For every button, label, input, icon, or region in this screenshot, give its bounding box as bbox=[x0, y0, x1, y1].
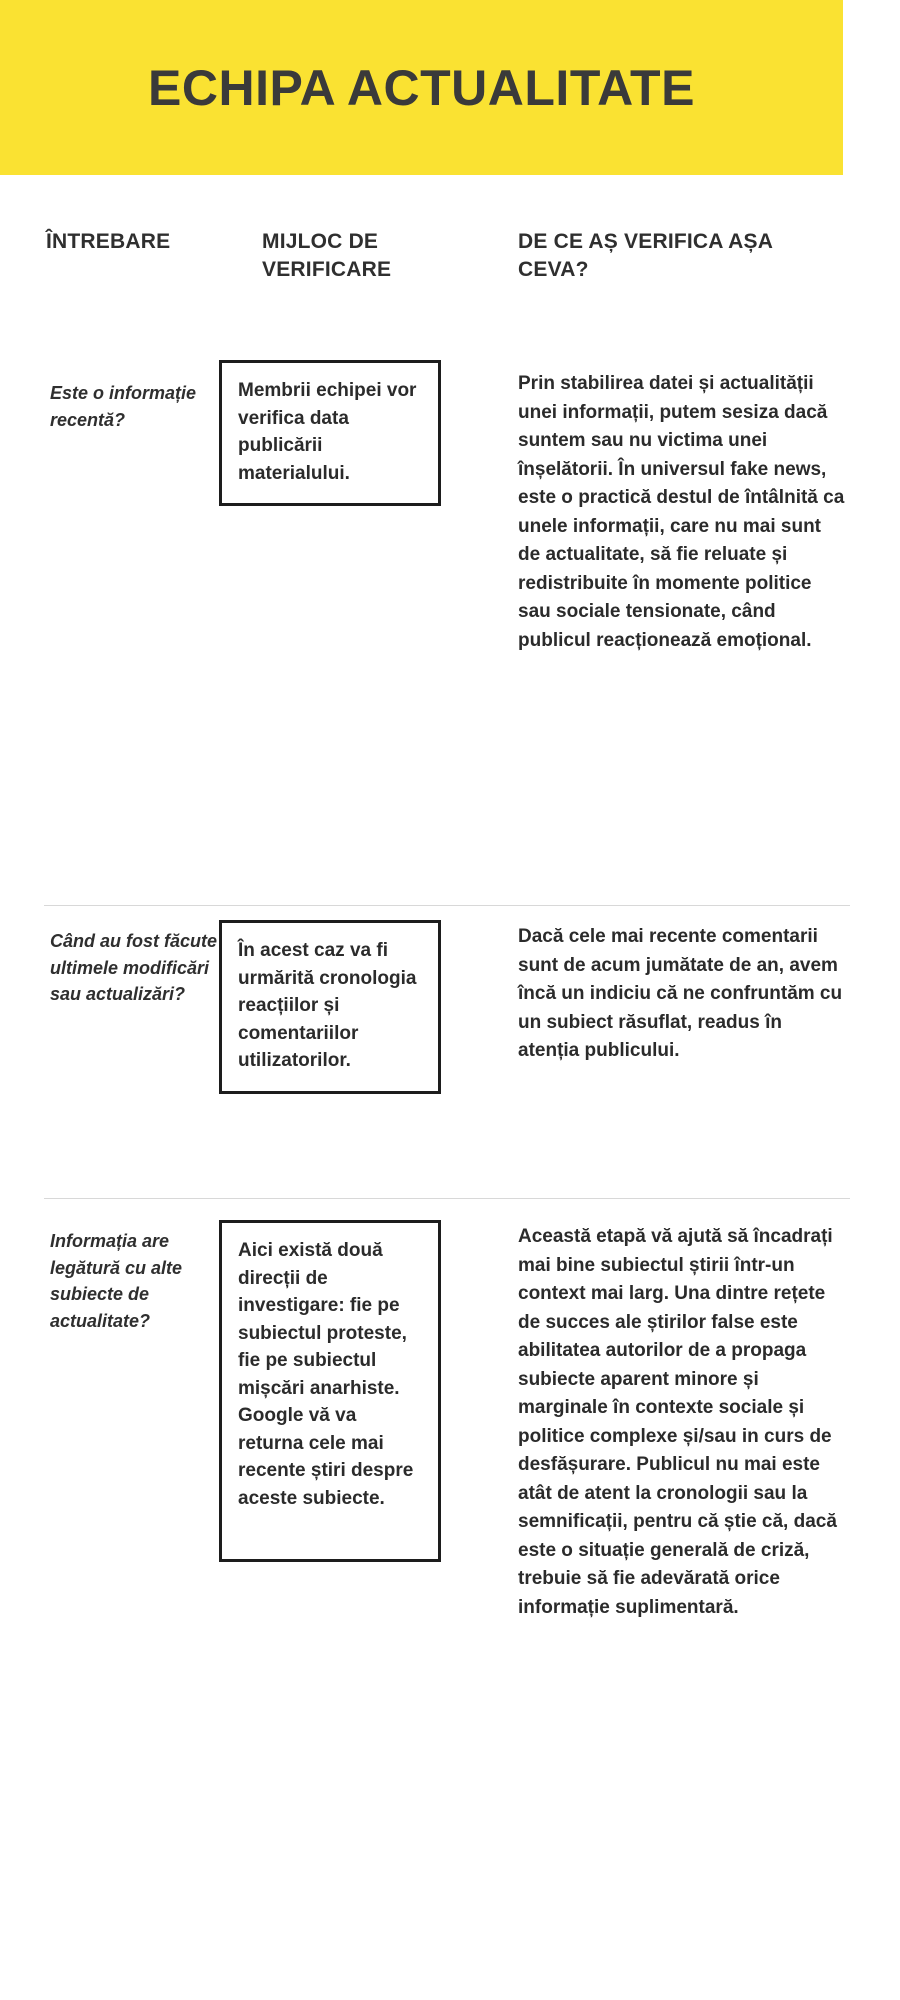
column-header-method: MIJLOC DE VERIFICARE bbox=[262, 230, 392, 282]
table-row bbox=[0, 360, 900, 890]
row-divider bbox=[44, 905, 850, 906]
row-question: Este o informație recentă? bbox=[50, 383, 197, 430]
header-banner bbox=[0, 0, 843, 175]
row-question: Informația are legătură cu alte subiecte de actualitate? bbox=[50, 1231, 183, 1331]
row-divider bbox=[44, 1198, 850, 1199]
table-row bbox=[0, 1220, 900, 1880]
column-headers bbox=[0, 228, 900, 318]
column-header-question: ÎNTREBARE bbox=[46, 230, 171, 253]
column-header-reason: DE CE AȘ VERIFICA AȘA CEVA? bbox=[518, 230, 773, 282]
row-reason: Această etapă vă ajută să încadrați mai bine subiectul știrii într-un context mai larg. Una dintre rețete de succes ale știrilor false este abilitatea autorilor de a propaga subiecte aparent minore și marginale în contexte sociale și politice complexe și/sau in curs de desfășurare. Publicul nu mai este atât de atent la cronologii sau la semnificații, pentru că știe că, dacă este o situație generală de criză, trebuie să fie adevărată orice informație suplimentară. bbox=[518, 1226, 837, 1618]
row-reason: Prin stabilirea datei și actualității unei informații, putem sesiza dacă suntem sau nu victima unei înșelătorii. În universul fake news, este o practică destul de întâlnită ca unele informații, care nu mai sunt de actualitate, să fie reluate și redistribuite în momente politice sau sociale tensionate, când publicul reacționează emoțional. bbox=[518, 373, 845, 651]
row-question: Când au fost făcute ultimele modificări sau actualizări? bbox=[50, 931, 218, 1005]
row-method-box: Aici există două direcții de investigare: fie pe subiectul proteste, fie pe subiectul mișcări anarhiste. Google vă va returna cele mai recente știri despre aceste subiecte. bbox=[219, 1220, 441, 1562]
row-method-box: Membrii echipei vor verifica data publicării materialului. bbox=[219, 360, 441, 506]
page-title: ECHIPA ACTUALITATE bbox=[148, 59, 695, 116]
row-reason: Dacă cele mai recente comentarii sunt de acum jumătate de an, avem încă un indiciu că ne confruntăm cu un subiect răsuflat, readus în atenția publicului. bbox=[518, 926, 843, 1061]
table-row bbox=[0, 920, 900, 1180]
row-method-box: În acest caz va fi urmărită cronologia reacțiilor și comentariilor utilizatorilor. bbox=[219, 920, 441, 1094]
